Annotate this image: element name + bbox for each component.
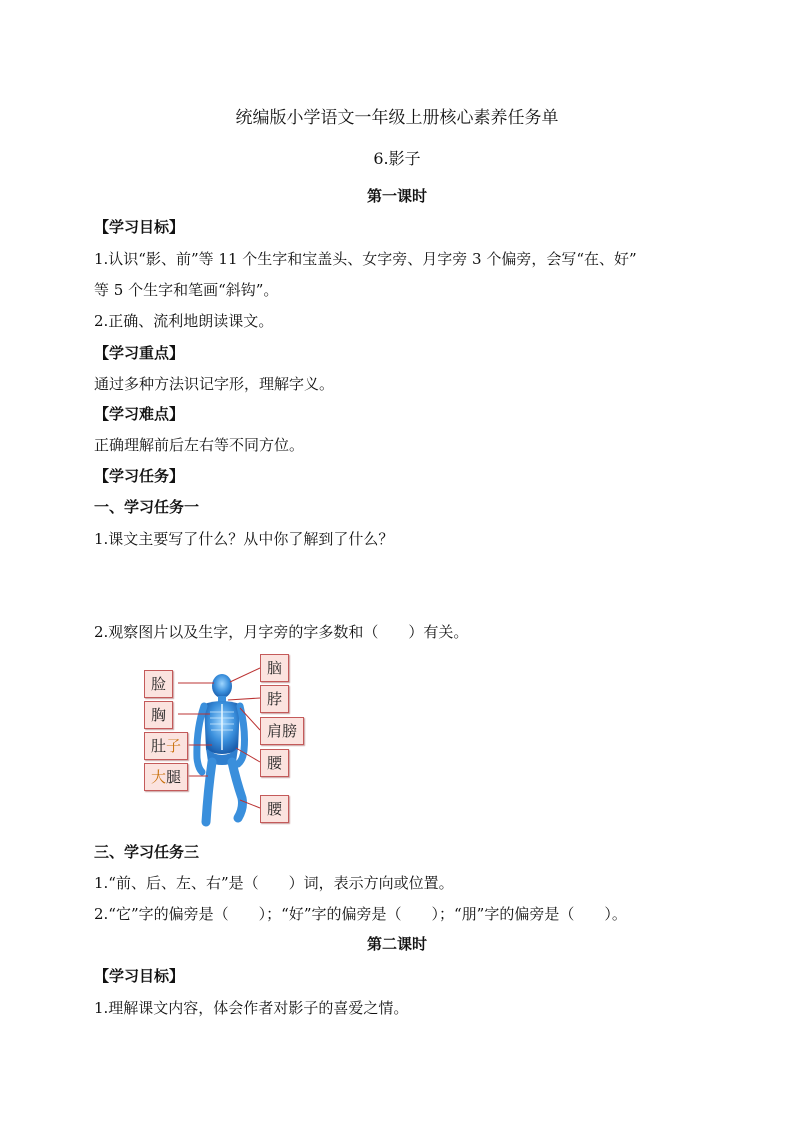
task3-heading: 三、学习任务三 bbox=[94, 843, 200, 861]
task3-question-1: 1.“前、后、左、右”是（ ）词，表示方向或位置。 bbox=[94, 874, 454, 892]
task1-heading: 一、学习任务一 bbox=[94, 498, 200, 516]
goal-item-2: 2.正确、流利地朗读课文。 bbox=[94, 312, 274, 330]
lesson1-heading: 第一课时 bbox=[366, 187, 427, 205]
goal-item-1b: 等 5 个生字和笔画“斜钩”。 bbox=[94, 281, 279, 299]
lesson-title: 6.影子 bbox=[373, 149, 421, 168]
label-thigh-extra: 大 bbox=[151, 768, 167, 786]
label-waist-lower-text: 腰 bbox=[267, 800, 283, 818]
label-face bbox=[144, 670, 173, 698]
lesson2-goal-1: 1.理解课文内容，体会作者对影子的喜爱之情。 bbox=[94, 999, 409, 1017]
task3-question-2: 2.“它”字的偏旁是（ ）；“好”字的偏旁是（ ）；“朋”字的偏旁是（ ）。 bbox=[94, 905, 627, 923]
focus-text: 通过多种方法识记字形，理解字义。 bbox=[94, 375, 335, 393]
label-belly-extra: 子 bbox=[166, 737, 182, 755]
difficulty-text: 正确理解前后左右等不同方位。 bbox=[94, 436, 305, 454]
label-waist bbox=[260, 749, 289, 777]
lesson2-goal-label: 【学习目标】 bbox=[94, 967, 185, 985]
label-chest bbox=[144, 701, 173, 729]
label-neck-text: 脖 bbox=[267, 690, 283, 708]
goal-label: 【学习目标】 bbox=[94, 218, 185, 236]
task1-question-1: 1.课文主要写了什么？从中你了解到了什么？ bbox=[94, 530, 394, 548]
label-belly bbox=[144, 732, 188, 760]
label-waist-text: 腰 bbox=[267, 754, 283, 772]
label-thigh bbox=[144, 763, 188, 791]
task-label: 【学习任务】 bbox=[94, 467, 185, 485]
label-brain-text: 脑 bbox=[267, 659, 283, 677]
label-brain bbox=[260, 654, 289, 682]
label-thigh-text: 腿 bbox=[166, 768, 182, 786]
task1-question-2: 2.观察图片以及生字，月字旁的字多数和（ ）有关。 bbox=[94, 623, 469, 641]
label-face-text: 脸 bbox=[151, 675, 167, 693]
label-neck bbox=[260, 685, 289, 713]
lesson2-heading: 第二课时 bbox=[366, 935, 427, 953]
label-belly-text: 肚 bbox=[151, 737, 167, 755]
label-shoulder bbox=[260, 717, 304, 745]
goal-item-1a: 1.认识“影、前”等 11 个生字和宝盖头、女字旁、月字旁 3 个偏旁，会写“在、好” bbox=[94, 250, 637, 268]
label-waist-lower bbox=[260, 795, 289, 823]
label-shoulder-text: 肩膀 bbox=[267, 722, 298, 740]
focus-label: 【学习重点】 bbox=[94, 344, 185, 362]
difficulty-label: 【学习难点】 bbox=[94, 405, 185, 423]
label-chest-text: 胸 bbox=[151, 706, 167, 724]
body-diagram bbox=[140, 650, 315, 830]
document-title: 统编版小学语文一年级上册核心素养任务单 bbox=[235, 108, 559, 128]
